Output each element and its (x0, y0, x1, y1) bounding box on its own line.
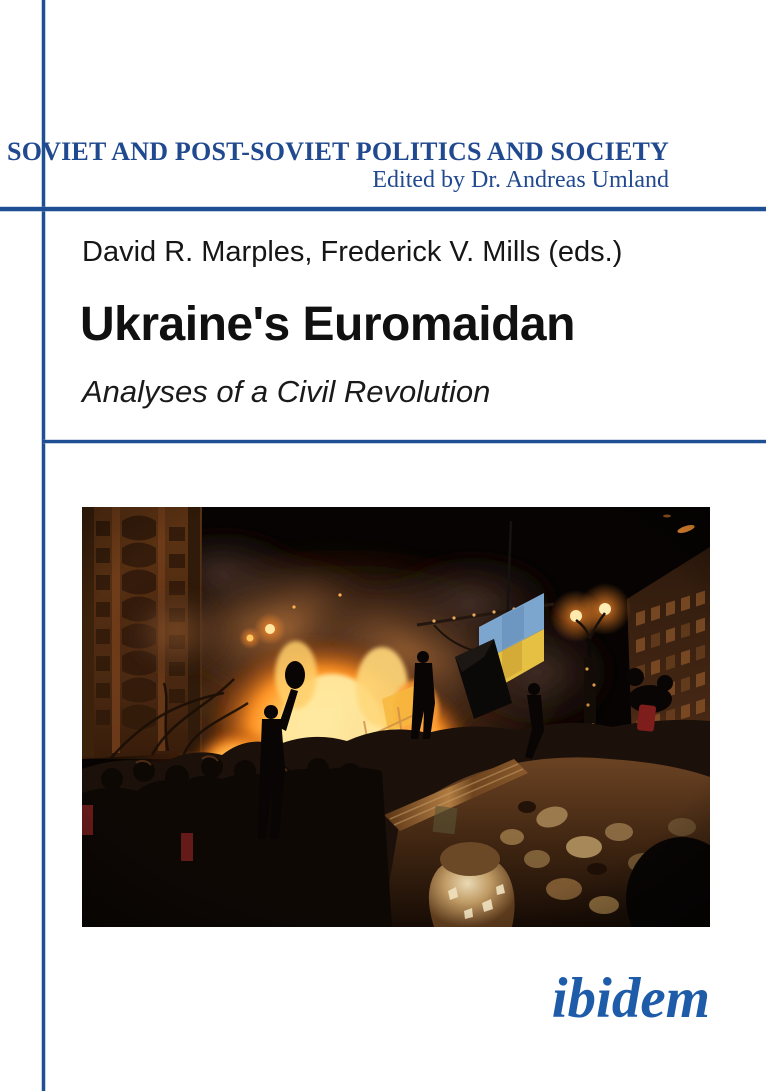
series-header (7, 139, 669, 192)
series-title: SOVIET AND POST-SOVIET POLITICS AND SOCIETY (7, 137, 669, 166)
authors-line: David R. Marples, Frederick V. Mills (eds.) (82, 236, 623, 268)
book-title: Ukraine's Euromaidan (80, 298, 575, 351)
series-editor-line: Edited by Dr. Andreas Umland (372, 167, 669, 193)
euromaidan-photo-illustration (82, 507, 710, 927)
book-subtitle: Analyses of a Civil Revolution (82, 374, 491, 409)
header-horizontal-rule (0, 207, 766, 211)
middle-horizontal-rule (43, 440, 766, 443)
cover-photo (82, 507, 710, 927)
publisher-logo: ibidem (551, 967, 710, 1030)
